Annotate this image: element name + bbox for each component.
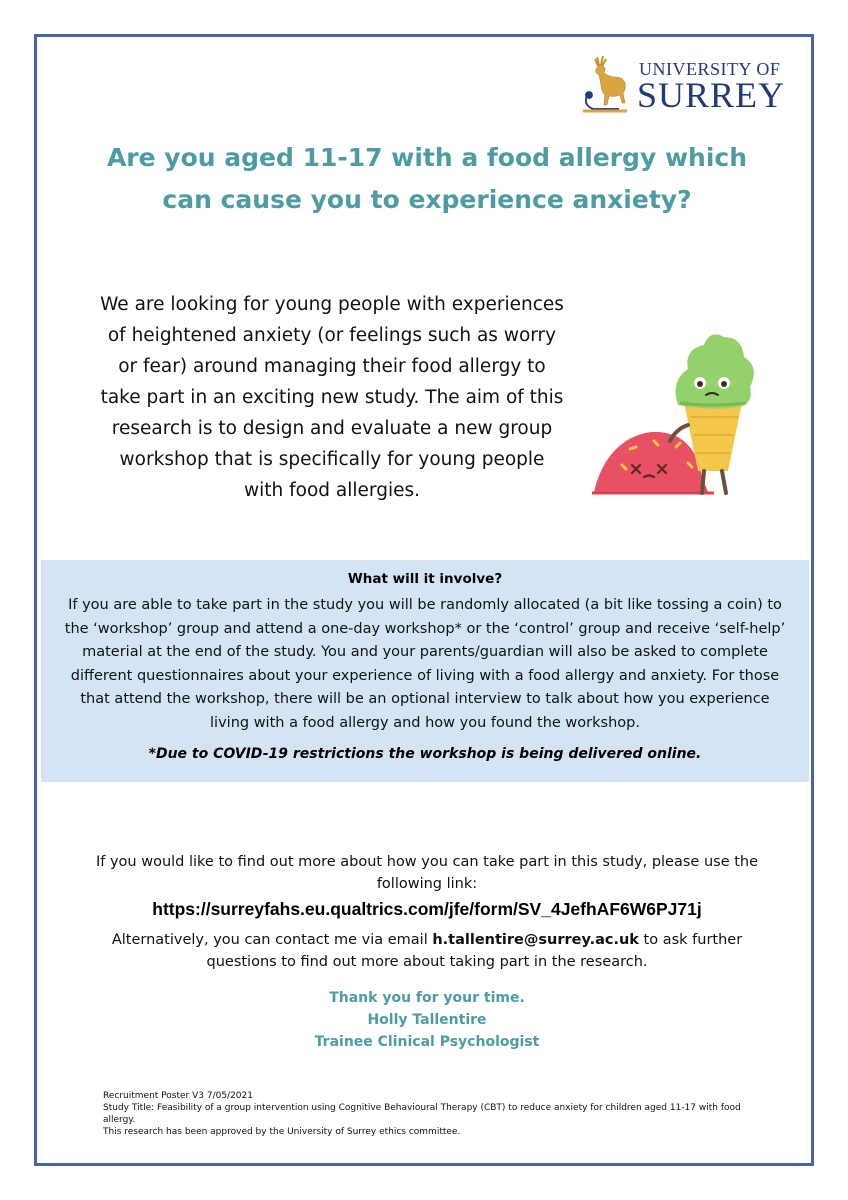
researcher-role: Trainee Clinical Psychologist	[314, 1034, 540, 1050]
contact-intro: If you would like to find out more about how you can take part in this study, please use the following link:	[95, 854, 759, 892]
logo-university-of: UNIVERSITY OF	[639, 59, 781, 79]
what-will-it-involve-section	[41, 560, 809, 782]
thanks-line: Thank you for your time.	[329, 990, 525, 1006]
stag-crest-icon	[579, 51, 631, 117]
poster-footer	[103, 1090, 743, 1138]
ethics-statement: This research has been approved by the University of Surrey ethics committee.	[103, 1127, 461, 1137]
headline-line-1: Are you aged 11-17 with a food allergy which	[106, 143, 748, 172]
alt-suffix: to ask further questions to find out more about taking part in the research.	[206, 932, 743, 970]
involve-body: If you are able to take part in the study you will be randomly allocated (a bit like tossing a coin) to the ‘workshop’ group and attend a one-day workshop* or the ‘control’ group and receive ‘self-help’ material at the end of the study. You and your parents/guardian will also be asked to complete different questionnaires about your experience of living with a food allergy and anxiety. For those that attend the workshop, there will be an optional interview to talk about how you experience living with a food allergy and how you found the workshop.	[64, 597, 786, 731]
poster-headline	[87, 137, 767, 221]
alt-prefix: Alternatively, you can contact me via email	[111, 932, 433, 948]
covid-note: *Due to COVID-19 restrictions the workshop is being delivered online.	[148, 746, 702, 762]
ice-cream-mascot-icon	[592, 307, 767, 497]
contact-section	[77, 851, 777, 973]
poster-frame	[34, 34, 814, 1166]
contact-email[interactable]: h.tallentire@surrey.ac.uk	[432, 932, 639, 948]
signoff	[227, 987, 627, 1053]
involve-title: What will it involve?	[347, 571, 503, 587]
contact-alternative	[77, 929, 777, 973]
poster-version: Recruitment Poster V3 7/05/2021	[103, 1091, 253, 1101]
logo-surrey: SURREY	[637, 75, 786, 115]
study-link[interactable]: https://surreyfahs.eu.qualtrics.com/jfe/form/SV_4JefhAF6W6PJ71j	[152, 899, 702, 919]
university-logo	[579, 51, 789, 117]
intro-paragraph: We are looking for young people with experiences of heightened anxiety (or feelings such as worry or fear) around managing their food allergy to take part in an exciting new study. The aim of this research is to design and evaluate a new group workshop that is specifically for young people with food allergies.	[100, 294, 564, 501]
headline-line-2: can cause you to experience anxiety?	[162, 185, 692, 214]
study-title: Study Title: Feasibility of a group intervention using Cognitive Behavioural Therapy (CBT) to reduce anxiety for children aged 11-17 with food allergy.	[103, 1103, 741, 1125]
researcher-name: Holly Tallentire	[367, 1012, 487, 1028]
